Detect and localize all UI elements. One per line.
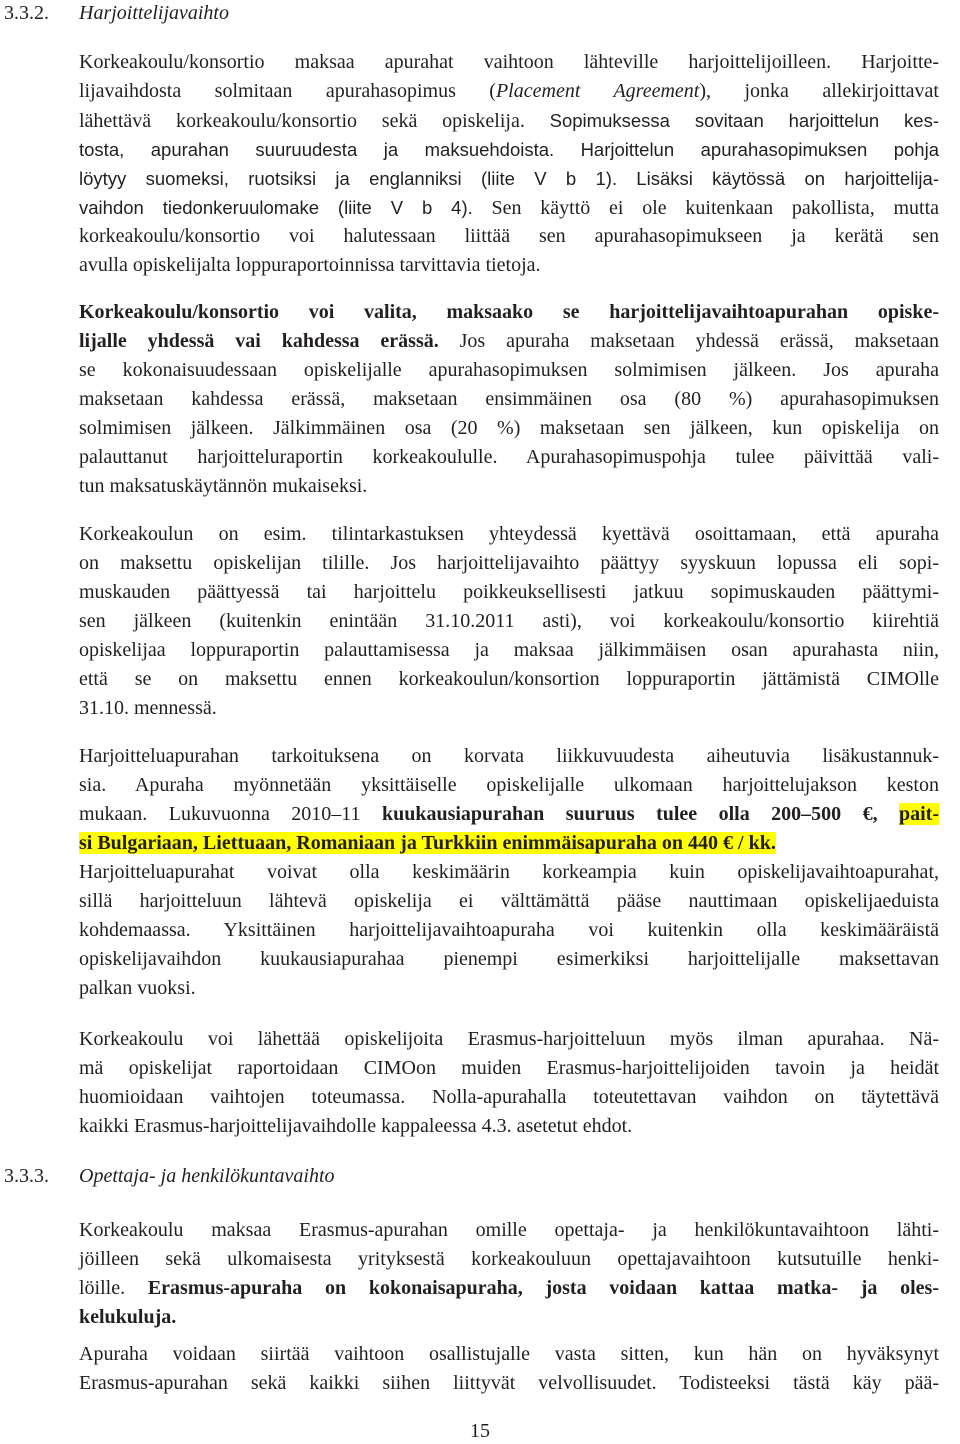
text-line: on maksettu opiskelijan tilille. Jos harjoittelijavaihto päättyy syyskuun lopussa eli sopi- [79,552,939,574]
text-line: kelukuluja. [79,1306,177,1328]
text-line: korkeakoulu/konsortio voi halutessaan liittää sen apurahasopimukseen ja kerätä sen [79,225,939,247]
text-line: lijavaihdosta solmitaan apurahasopimus (Placement Agreement), jonka allekirjoittavat [79,80,939,102]
text-line: Erasmus-apurahan sekä kaikki siihen liittyvät velvollisuudet. Todisteeksi tästä käy pää- [79,1372,939,1394]
text-line: Harjoitteluapurahan tarkoituksena on korvata liikkuvuudesta aiheutuvia lisäkustannuk- [79,745,939,767]
text-line: maksetaan kahdessa erässä, maksetaan ensimmäinen osa (80 %) apurahasopimuksen [79,388,939,410]
section-title: Harjoittelijavaihto [79,2,229,24]
text-line: tosta, apurahan suuruudesta ja maksuehdoista. Harjoittelun apurahasopimuksen pohja [79,139,939,160]
text-line: opiskelijavaihdon kuukausiapurahaa pienempi esimerkiksi harjoittelijalle maksettavan [79,948,939,970]
text-line: kohdemaassa. Yksittäinen harjoittelijavaihtoapuraha voi kuitenkin olla keskimääräistä [79,919,939,941]
text-line: sen jälkeen (kuitenkin enintään 31.10.2011 asti), voi korkeakoulu/konsortio kiirehtiä [79,610,939,632]
text-line [79,829,939,858]
text-line: vaihdon tiedonkeruulomake (liite V b 4). Sen käyttö ei ole kuitenkaan pakollista, mutta [79,197,939,219]
section-number: 3.3.3. [4,1165,49,1187]
text-line: avulla opiskelijalta loppuraportoinnissa tarvittavia tietoja. [79,254,541,276]
text-line: jöilleen sekä ulkomaisesta yrityksestä korkeakouluun opettajavaihtoon kutsutuille henki- [79,1248,939,1270]
section-title: Opettaja- ja henkilökuntavaihto [79,1165,335,1187]
text-line: palkan vuoksi. [79,977,196,999]
text-line: palauttanut harjoitteluraportin korkeakoululle. Apurahasopimuspohja tulee päivittää vali- [79,446,939,468]
section-number: 3.3.2. [4,2,49,24]
text-line: solmimisen jälkeen. Jälkimmäinen osa (20 %) maksetaan sen jälkeen, kun opiskelija on [79,417,939,439]
text-line: löytyy suomeksi, ruotsiksi ja englanniksi (liite V b 1). Lisäksi käytössä on harjoittelija- [79,168,939,189]
text-line: opiskelijaa loppuraportin palauttamisessa ja maksaa jälkimmäisen osan apurahasta niin, [79,639,939,661]
text-line: Korkeakoulu voi lähettää opiskelijoita Erasmus-harjoitteluun myös ilman apurahaa. Nä- [79,1028,939,1050]
text-line: Apuraha voidaan siirtää vaihtoon osallistujalle vasta sitten, kun hän on hyväksynyt [79,1343,939,1365]
text-line: mä opiskelijat raportoidaan CIMOon muiden Erasmus-harjoittelijoiden tavoin ja heidät [79,1057,939,1079]
section-heading-3-3-2 [4,0,229,26]
text-line: Harjoitteluapurahat voivat olla keskimäärin korkeampia kuin opiskelijavaihtoapurahat, [79,861,939,883]
highlighted-text: pait- [899,803,939,825]
text-line: lähettävä korkeakoulu/konsortio sekä opiskelija. Sopimuksessa sovitaan harjoittelun kes- [79,110,939,132]
text-line: se kokonaisuudessaan opiskelijalle apurahasopimuksen solmimisen jälkeen. Jos apuraha [79,359,939,381]
text-line: muskauden päättyessä tai harjoittelu poikkeuksellisesti jatkuu sopimuskauden päättymi- [79,581,939,603]
page-number: 15 [470,1420,490,1442]
paragraph-payment-installments [79,298,939,501]
text-line: Korkeakoulu/konsortio voi valita, maksaako se harjoittelijavaihtoapurahan opiske- [79,301,939,323]
section-heading-3-3-3 [4,1163,335,1189]
text-line: tun maksatuskäytännön mukaiseksi. [79,475,368,497]
text-line: löille. Erasmus-apuraha on kokonaisapuraha, josta voidaan kattaa matka- ja oles- [79,1277,939,1299]
text-line: lijalle yhdessä vai kahdessa erässä. Jos apuraha maksetaan yhdessä erässä, maksetaan [79,330,939,352]
text-line: kaikki Erasmus-harjoittelijavaihdolle kappaleessa 4.3. asetetut ehdot. [79,1115,633,1137]
text-line: että se on maksettu ennen korkeakoulun/konsortion loppuraportin jättämistä CIMOlle [79,668,939,690]
highlighted-text: si Bulgariaan, Liettuaan, Romaniaan ja Turkkiin enimmäisapuraha on 440 € / kk. [79,832,776,854]
text-line: mukaan. Lukuvuonna 2010–11 kuukausiapurahan suuruus tulee olla 200–500 €, pait- [79,803,939,825]
text-line: Korkeakoulu/konsortio maksaa apurahat vaihtoon lähteville harjoittelijoilleen. Harjoitte- [79,51,939,73]
paragraph-grant-amount [79,742,939,1003]
text-line: Korkeakoulu maksaa Erasmus-apurahan omille opettaja- ja henkilökuntavaihtoon lähti- [79,1219,939,1241]
text-line: huomioidaan vaihtojen toteumassa. Nolla-apurahalla toteutettavan vaihdon on täytettävä [79,1086,939,1108]
paragraph-placement-agreement [79,48,939,280]
text-line: sia. Apuraha myönnetään yksittäiselle opiskelijalle ulkomaan harjoittelujakson keston [79,774,939,796]
paragraph-grant-transfer [79,1340,939,1398]
paragraph-audit-proof [79,520,939,723]
text-line: Korkeakoulun on esim. tilintarkastuksen yhteydessä kyettävä osoittamaan, että apuraha [79,523,939,545]
text-line: sillä harjoitteluun lähtevä opiskelija ei välttämättä pääse nauttimaan opiskelijaeduista [79,890,939,912]
text-line: 31.10. mennessä. [79,697,217,719]
paragraph-staff-grant [79,1216,939,1332]
paragraph-zero-grant [79,1025,939,1141]
